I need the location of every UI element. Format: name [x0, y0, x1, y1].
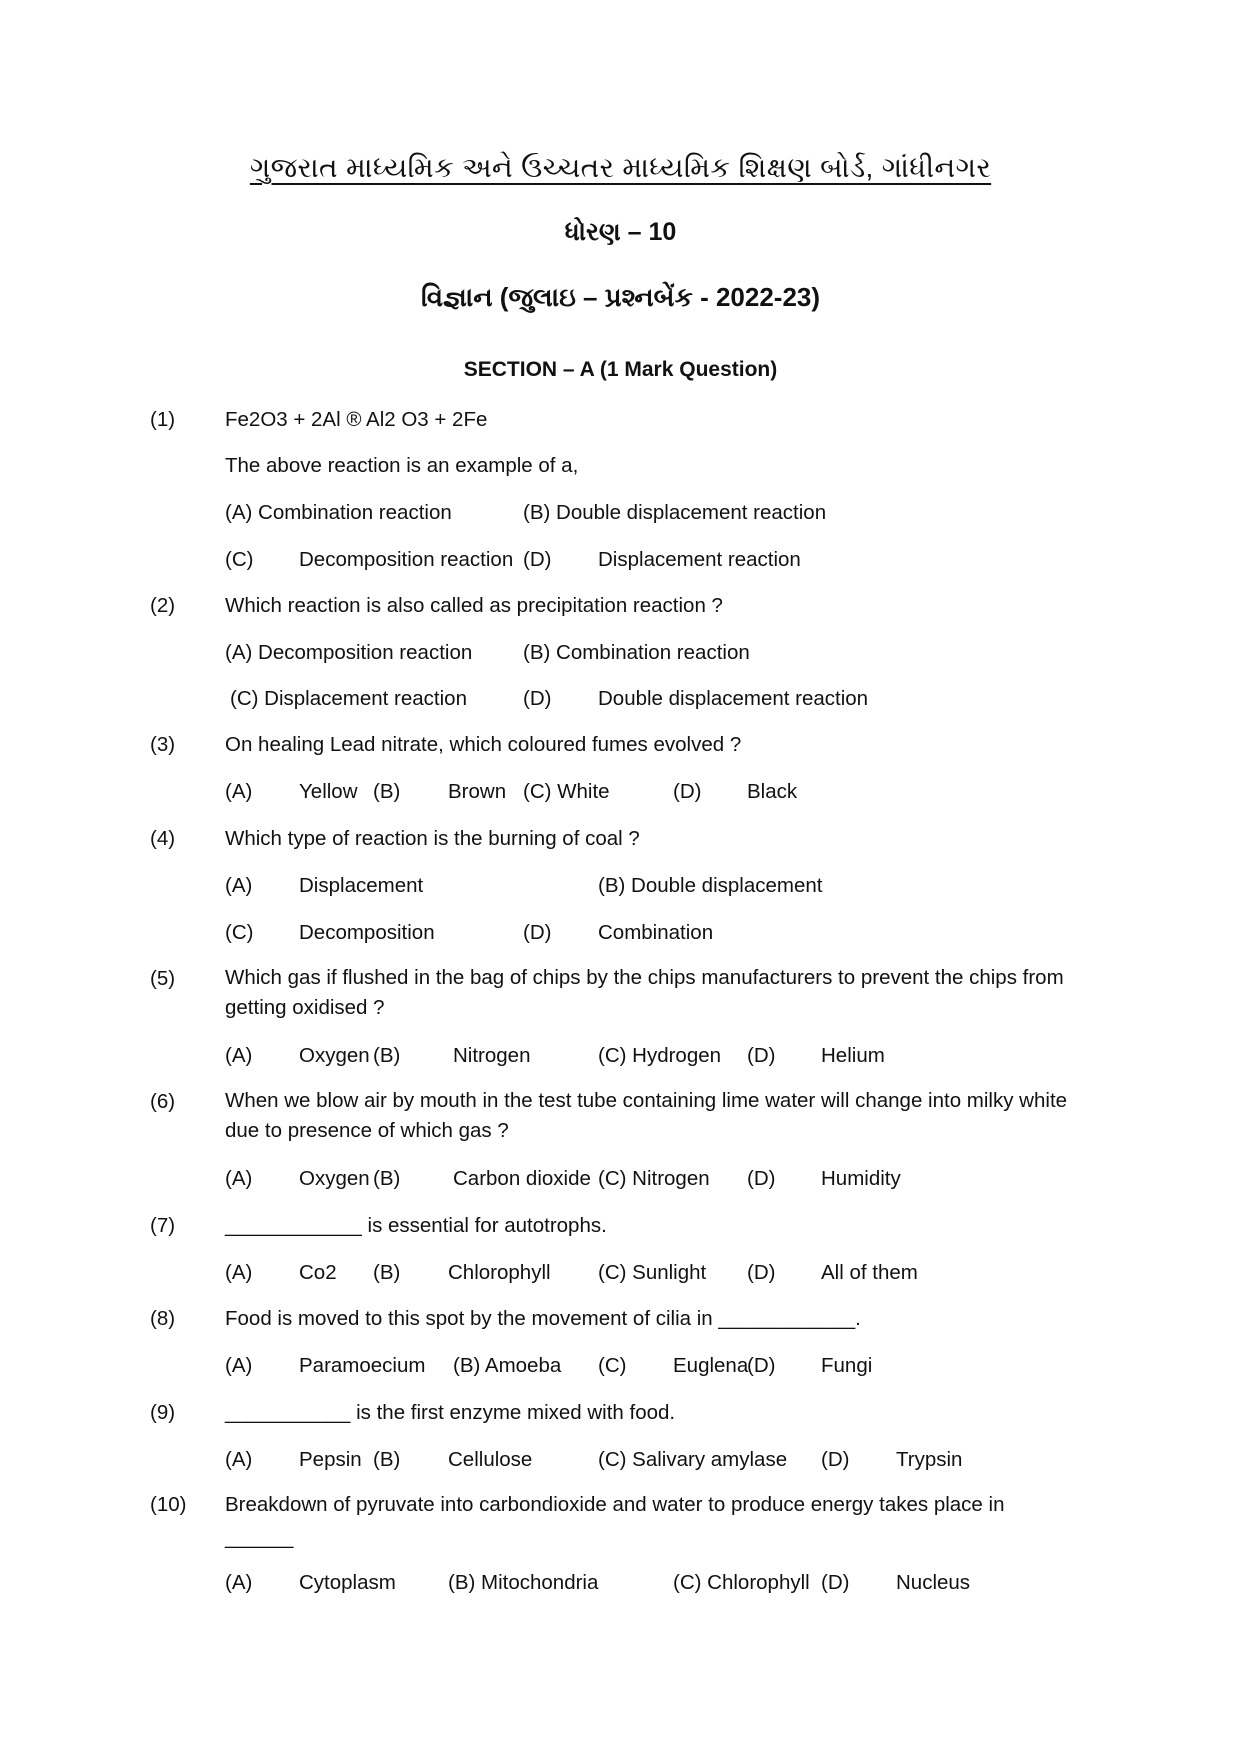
option-a-text: Oxygen	[299, 1167, 370, 1190]
option-c-text: Decomposition	[299, 921, 435, 944]
option-c: (C) Nitrogen	[598, 1167, 710, 1190]
option-a-text: Paramoecium	[299, 1354, 426, 1377]
question-text: Which reaction is also called as precipitation reaction ?	[225, 594, 723, 617]
option-b-text: Nitrogen	[453, 1044, 531, 1067]
subject-heading: વિજ્ઞાન (જુલાઇ – પ્રશ્નબેંક - 2022-23)	[420, 282, 821, 312]
option-b-text: Carbon dioxide	[453, 1167, 591, 1190]
option-a: (A) Decomposition reaction	[225, 641, 473, 664]
option-d-text: Nucleus	[896, 1571, 971, 1594]
option-d-text: Fungi	[821, 1354, 873, 1377]
question-number: (8)	[150, 1307, 176, 1330]
question-number: (6)	[150, 1090, 176, 1113]
option-b-text: Brown	[448, 780, 507, 803]
option-b: (B) Amoeba	[453, 1354, 562, 1377]
option-c-text: Decomposition reaction	[299, 548, 514, 571]
option-c-label: (C)	[225, 548, 254, 571]
option-b-label: (B)	[373, 1044, 401, 1067]
option-c-text: Euglena	[673, 1354, 749, 1377]
option-a-label: (A)	[225, 1167, 253, 1190]
option-a-label: (A)	[225, 1354, 253, 1377]
option-b-text: Cellulose	[448, 1448, 533, 1471]
option-d-text: Helium	[821, 1044, 885, 1067]
option-b: (B) Double displacement reaction	[523, 501, 827, 524]
option-a-label: (A)	[225, 1044, 253, 1067]
option-d-text: All of them	[821, 1261, 918, 1284]
question-number: (2)	[150, 594, 176, 617]
option-c: (C) Salivary amylase	[598, 1448, 788, 1471]
option-b-text: Chlorophyll	[448, 1261, 551, 1284]
option-d-label: (D)	[747, 1261, 776, 1284]
board-title: ગુજરાત માધ્યમિક અને ઉચ્ચતર માધ્યમિક શિક્ષણ બોર્ડ, ગાંધીનગર	[249, 152, 992, 183]
question-number: (3)	[150, 733, 176, 756]
chemical-equation: Fe2O3 + 2Al ® Al2 O3 + 2Fe	[225, 408, 488, 431]
option-b: (B) Combination reaction	[523, 641, 750, 664]
option-c-label: (C)	[598, 1354, 627, 1377]
option-a-label: (A)	[225, 780, 253, 803]
question-text: The above reaction is an example of a,	[225, 454, 579, 477]
question-text: Breakdown of pyruvate into carbondioxide and water to produce energy takes place in	[225, 1493, 1005, 1516]
option-a-label: (A)	[225, 1261, 253, 1284]
option-d-label: (D)	[747, 1167, 776, 1190]
question-number: (5)	[150, 967, 176, 990]
option-d-text: Black	[747, 780, 798, 803]
option-d-label: (D)	[673, 780, 702, 803]
question-text: On healing Lead nitrate, which coloured fumes evolved ?	[225, 733, 742, 756]
question-number: (9)	[150, 1401, 176, 1424]
question-text: Which type of reaction is the burning of coal ?	[225, 827, 640, 850]
option-a-label: (A)	[225, 874, 253, 897]
question-text: Food is moved to this spot by the movement of cilia in ____________.	[225, 1307, 861, 1330]
option-a-text: Oxygen	[299, 1044, 370, 1067]
option-d-text: Displacement reaction	[598, 548, 801, 571]
question-number: (10)	[150, 1493, 187, 1516]
option-d-label: (D)	[523, 921, 552, 944]
option-a-text: Cytoplasm	[299, 1571, 396, 1594]
option-c-label: (C)	[225, 921, 254, 944]
option-d-text: Double displacement reaction	[598, 687, 869, 710]
standard-label: ધોરણ – 10	[564, 218, 677, 246]
option-a-text: Co2	[299, 1261, 337, 1284]
option-b: (B) Double displacement	[598, 874, 823, 897]
option-d-label: (D)	[821, 1448, 850, 1471]
option-a-text: Displacement	[299, 874, 424, 897]
question-number: (1)	[150, 408, 176, 431]
question-number: (4)	[150, 827, 176, 850]
option-c: (C) Displacement reaction	[230, 687, 467, 710]
option-b-label: (B)	[373, 1261, 401, 1284]
question-text: ___________ is the first enzyme mixed with food.	[225, 1401, 676, 1424]
option-c: (C) Sunlight	[598, 1261, 707, 1284]
option-d-label: (D)	[747, 1044, 776, 1067]
question-number: (7)	[150, 1214, 176, 1237]
option-c: (C) Hydrogen	[598, 1044, 722, 1067]
option-b-label: (B)	[373, 780, 401, 803]
answer-blank: ______	[225, 1526, 294, 1549]
option-c: (C) White	[523, 780, 610, 803]
option-a-label: (A)	[225, 1571, 253, 1594]
section-heading: SECTION – A (1 Mark Question)	[463, 358, 778, 381]
option-d-label: (D)	[523, 687, 552, 710]
option-b-label: (B)	[373, 1167, 401, 1190]
option-d-text: Combination	[598, 921, 714, 944]
option-a-text: Pepsin	[299, 1448, 362, 1471]
option-d-label: (D)	[523, 548, 552, 571]
option-b-label: (B)	[373, 1448, 401, 1471]
option-a: (A) Combination reaction	[225, 501, 452, 524]
option-b: (B) Mitochondria	[448, 1571, 599, 1594]
question-text: Which gas if flushed in the bag of chips by the chips manufacturers to prevent the chips from getting oxidised ?	[225, 966, 1064, 1019]
question-text: When we blow air by mouth in the test tube containing lime water will change into milky white due to presence of which gas ?	[225, 1089, 1068, 1142]
option-a-label: (A)	[225, 1448, 253, 1471]
option-a-text: Yellow	[299, 780, 358, 803]
option-d-label: (D)	[821, 1571, 850, 1594]
option-c: (C) Chlorophyll	[673, 1571, 810, 1594]
option-d-text: Humidity	[821, 1167, 901, 1190]
option-d-text: Trypsin	[896, 1448, 963, 1471]
option-d-label: (D)	[747, 1354, 776, 1377]
question-text: ____________ is essential for autotrophs.	[225, 1214, 607, 1237]
